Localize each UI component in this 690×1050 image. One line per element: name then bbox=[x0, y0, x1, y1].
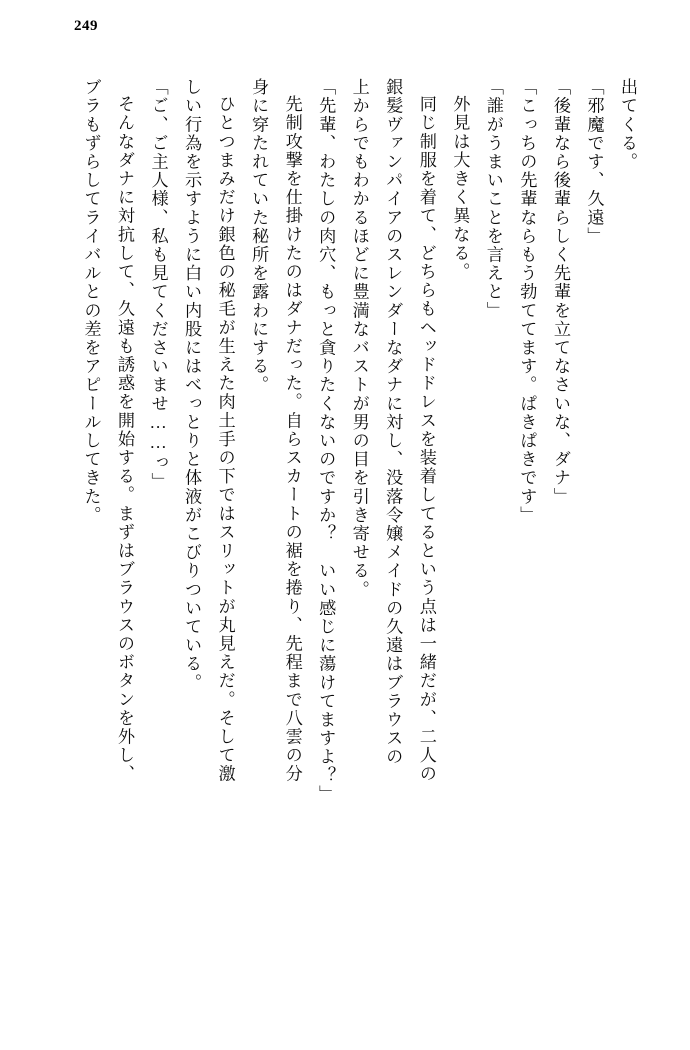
text-line: 銀髪ヴァンパイアのスレンダーなダナに対し、没落令嬢メイドの久遠はブラウスの bbox=[383, 78, 403, 767]
text-line: 「後輩なら後輩らしく先輩を立てなさいな、ダナ」 bbox=[550, 78, 570, 506]
text-line: 先制攻撃を仕掛けたのはダナだった。自らスカートの裾を捲り、先程まで八雲の分 bbox=[282, 95, 302, 784]
text-line: しい行為を示すように白い内股にはべっとりと体液がこびりついている。 bbox=[182, 78, 202, 692]
text-line: 「邪魔です、久遠」 bbox=[584, 78, 604, 246]
page-header bbox=[28, 14, 662, 40]
text-line: ブラもずらしてライバルとの差をアピールしてきた。 bbox=[81, 78, 101, 525]
page-body bbox=[28, 40, 662, 1030]
text-line: ひとつまみだけ銀色の秘毛が生えた肉土手の下ではスリットが丸見えだ。そして激 bbox=[215, 95, 235, 784]
text-line: 「こっちの先輩ならもう勃ててます。ぱきぱきです」 bbox=[517, 78, 537, 525]
text-line: 「先輩、わたしの肉穴、もっと貪りたくないのですか？ いい感じに蕩けてますよ？」 bbox=[316, 78, 336, 804]
text-line: 外見は大きく異なる。 bbox=[450, 95, 470, 281]
vertical-text-block bbox=[38, 78, 644, 1012]
text-line: 同じ制服を着て、どちらもヘッドドレスを装着してるという点は一緒だが、二人の bbox=[416, 95, 436, 784]
page-number: 249 bbox=[74, 18, 98, 34]
text-line: 身に穿たれていた秘所を露わにする。 bbox=[249, 78, 269, 395]
text-line: 上からでもわかるほどに豊満なバストが男の目を引き寄せる。 bbox=[349, 78, 369, 599]
text-line: 出てくる。 bbox=[618, 78, 637, 171]
text-line: そんなダナに対抗して、久遠も誘惑を開始する。まずはブラウスのボタンを外し、 bbox=[115, 95, 135, 784]
text-line: 「ご、ご主人様、私も見てくださいませ……っ」 bbox=[148, 78, 168, 491]
text-line: 「誰がうまいことを言えと」 bbox=[483, 78, 503, 320]
